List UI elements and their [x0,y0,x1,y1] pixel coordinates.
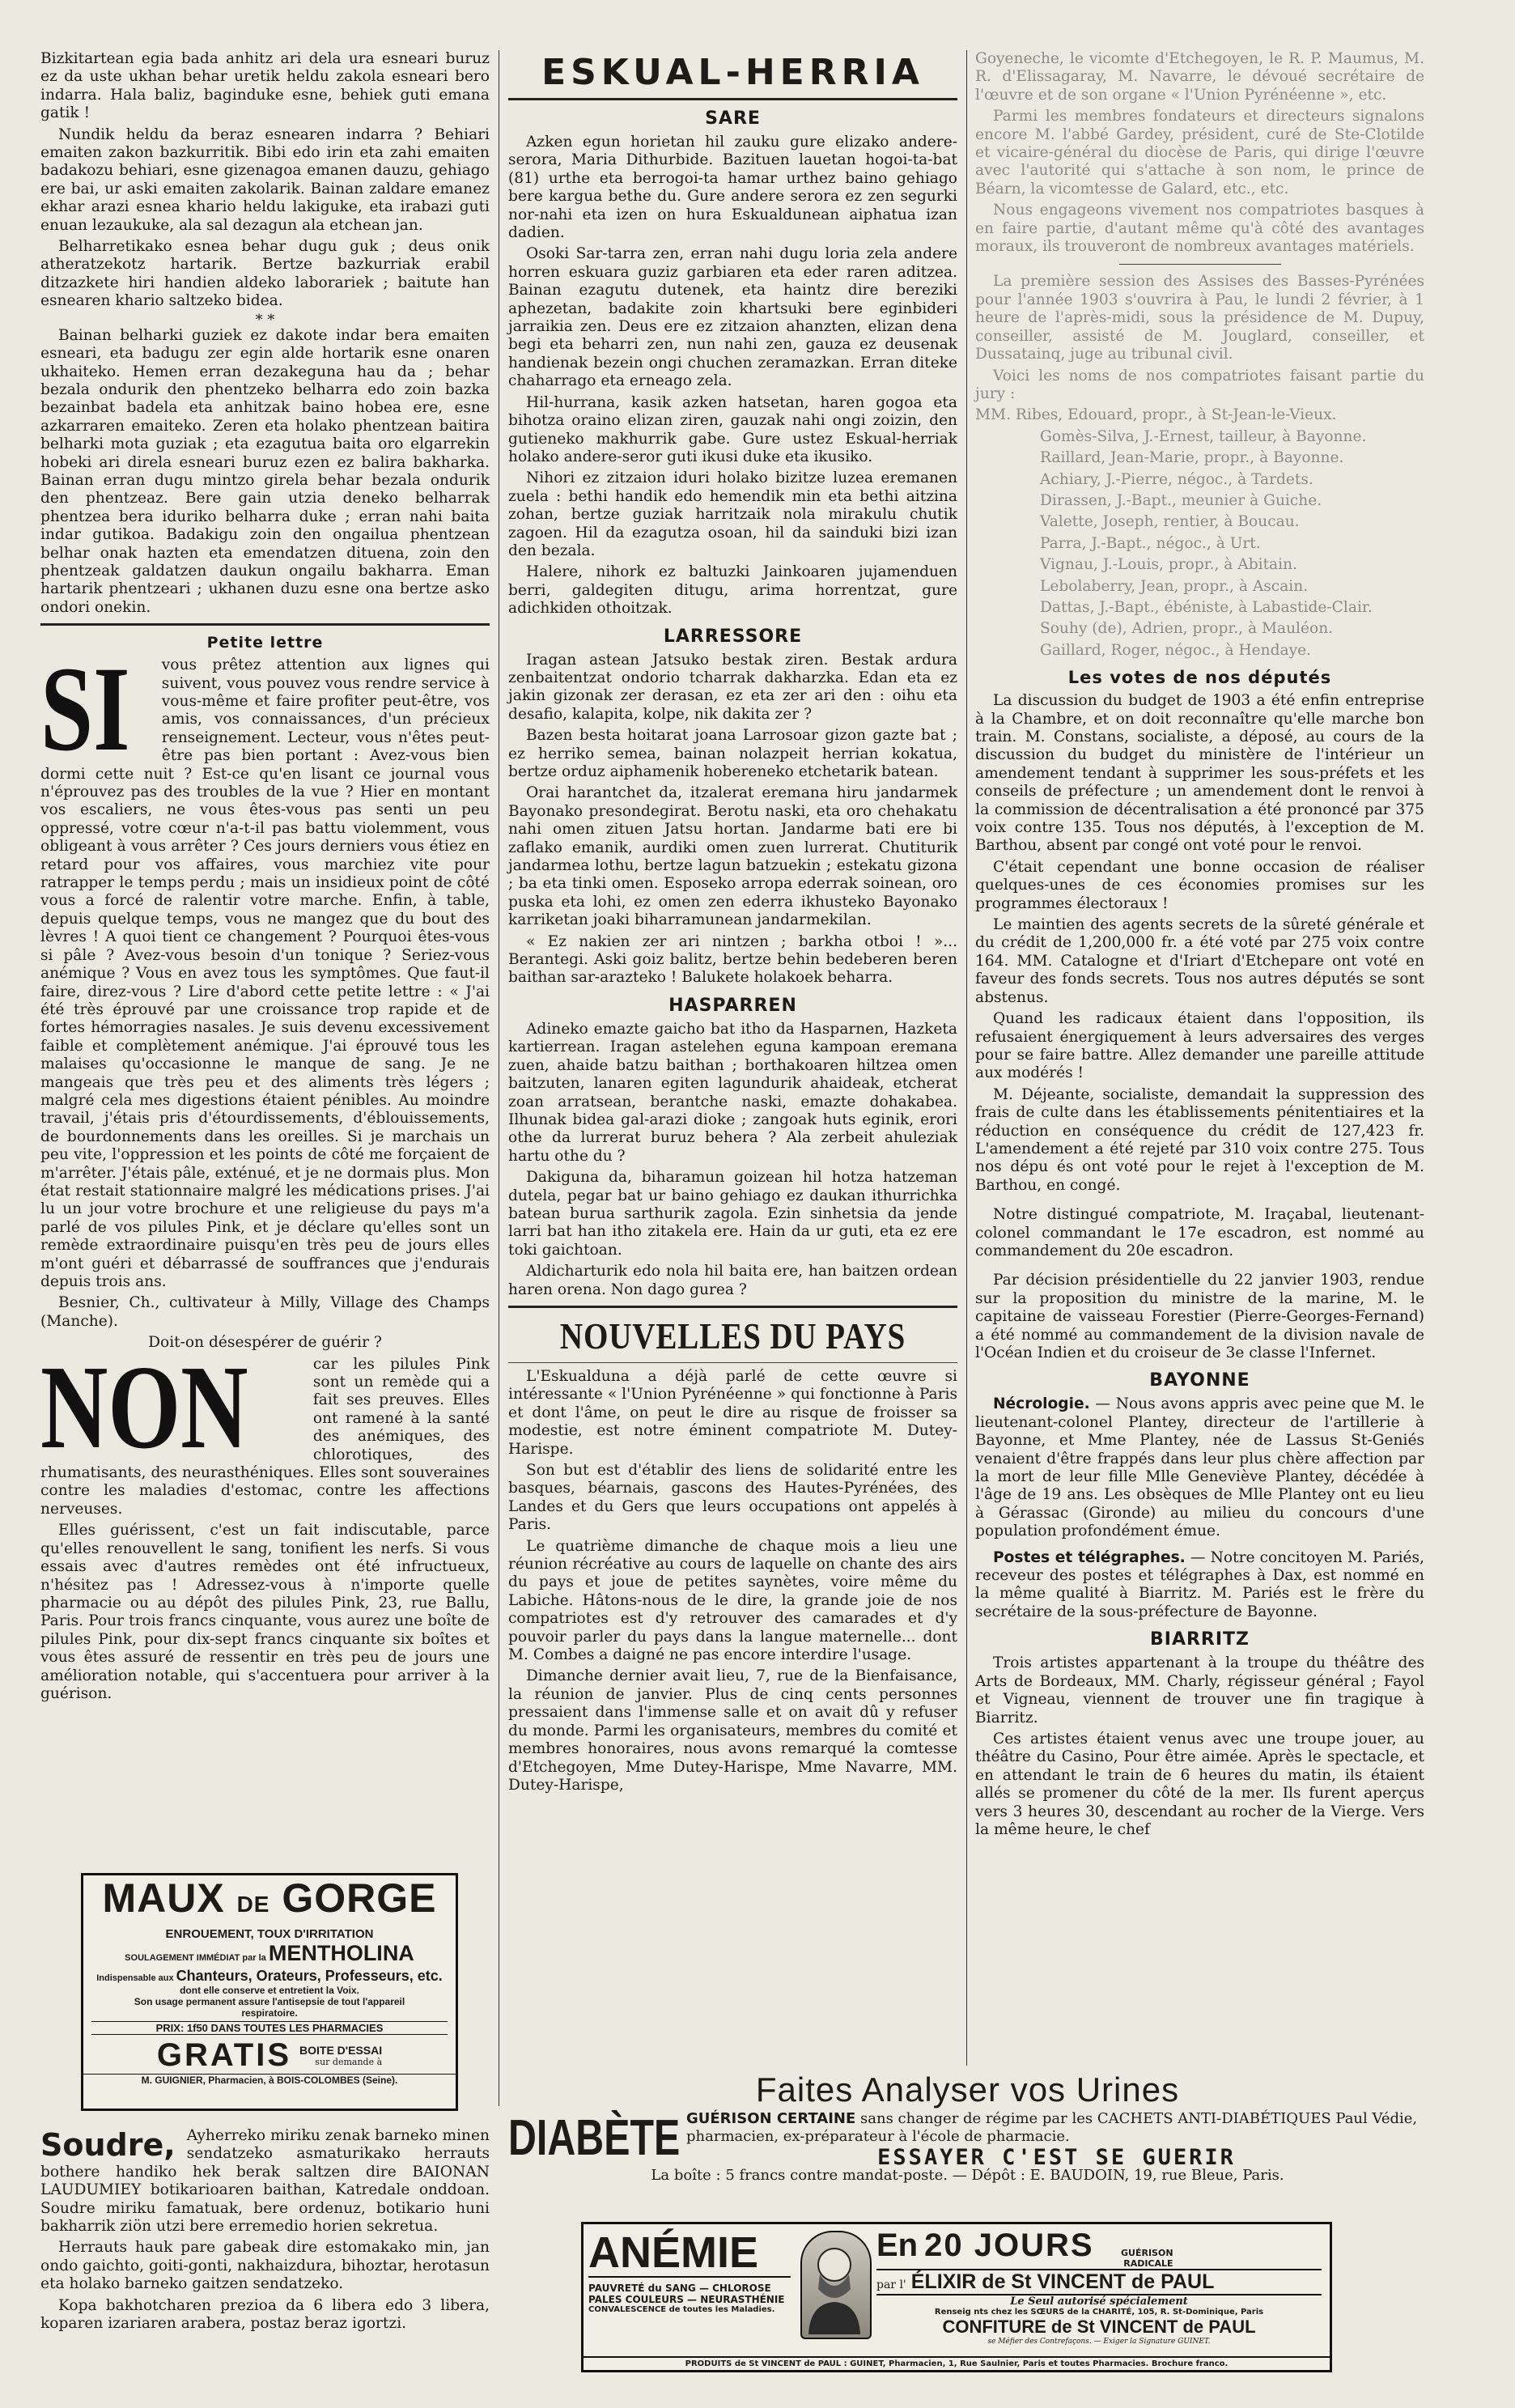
votes-body: C'était cependant une bonne occasion de réaliser quelques-unes de ces économies promises sur les programmes électoraux ! [975,858,1424,912]
non-body: Elles guérissent, c'est un fait indiscutable, parce qu'elles renouvellent le sang, tonifient les nerfs. Si vous essais avec d'autres remèdes ont été infructueux, n'hésitez pas ! Adressez-vous à n'importe quelle pharmacie ou au dépôt des pilules Pink, 23, rue Ballu, Paris. Pour trois francs cinquante, vous aurez une boîte de pilules Pink, pour dix-sept francs cinquante six boîtes et vous êtes assuré de ressentir en très peu de jours une amélioration notable, qui s'accentuera pour arriver à la guérison. [40,1522,490,1702]
soudre-body: Ayherreko miriku zenak barneko minen sendatzeko asmaturikako herrauts bothere handiko hek berak saltzen dire BAIONAN LAUDUMIEY botikarioaren baithan, Katredale onddoan. Soudre miriku famatuak, bere ordenuz, botikario huni bakharrik ziön utzi bere erremedio horien sekretua. [40,2127,490,2236]
ad-gorge-line: Son usage permanent assure l'antisepsie de tout l'appareil respiratoire. [134,1996,405,2019]
hasparren-body: Adineko emazte gaicho bat itho da Hasparnen, Hazketa kartierrean. Iragan astelehen eguna kampoan eremana zuen, ahaide batzu baithan ; borthakoaren hiltzea omen baitzuten, lanaren egiten lagundurik ahaideak, etcherat zoan arratsean, berantche naski, emazte dohakabea. Ilhunak bidea gal-arazi dioke ; zangoak huts eginik, erori othe da lurrerat buruz behera ? Ala zerbeit ahuleziak hartu othe du ? [508,1020,957,1165]
ad-gorge-line [83,1968,456,1985]
ad-anemie-right [876,2228,1322,2346]
section-title-nouvelles: NOUVELLES DU PAYS [559,1314,906,1357]
ad-gorge-word: GORGE [282,1875,437,1921]
assises-body: La première session des Assises des Basses-Pyrénées pour l'année 1903 s'ouvrira à Pau, le lundi 2 février, à 1 heure de l'après-midi, sous la présidence de M. Dupuy, conseiller, assisté de M. Jouglard, conseiller, et Dussatainq, juge au tribunal civil. [975,273,1424,363]
divider [508,1362,957,1363]
ad-urines-diabete: DIABÈTE [508,2110,681,2166]
nouvelles-body: Dimanche dernier avait lieu, 7, rue de la Bienfaisance, la réunion de janvier. Plus de cinq cents personnes pressaient dans l'immense salle et on avait dû y refuser du monde. Parmi les organisateurs, membres du comité et membres honoraires, nous avons remarqué la comtesse d'Etchegoyen, Mme Dutey-Harispe, Mme Navarre, MM. Dutey-Harispe, [508,1667,957,1794]
intro-paragraph: Nundik heldu da beraz esnearen indarra ? Behiari emaiten zakon bazkurritik. Bibi edo irin eta zahi emaiten badakozu behiari, esne gizenagoa emanen dauzu, gehiago ere bai, ur aski emaiten zakolarik. Bainan zaldare emanez ekhar arazi esnea khario heldu lakiguke, eta irabazi guti enuan lezaukuke, ala sal dezagun ala etchean jan. [40,125,490,234]
necrologie-text: — Nous avons appris avec peine que M. le lieutenant-colonel Plantey, directeur de l'artillerie à Bayonne, et Mme Plantey, née de Lassus St-Geniés venaient d'être frappés dans leur plus chère affection par la mort de leur fille Mlle Geneviève Plantey, décédée à l'âge de 19 ans. Les obsèques de Mlle Plantey ont eu lieu à Gérassac (Gironde) au milieu du concours d'une population profondément émue. [975,1395,1424,1540]
divider [508,1306,957,1308]
biarritz-body: Ces artistes étaient venus avec une troupe jouer, au théâtre du Casino, Pour être aimée. Après le spectacle, et en attendant le train de 6 heures du matin, ils étaient allés se promener du côté de la mer. Ils furent aperçus vers 3 heures 30, descendant au rocher de la Vierge. Vers la même heure, le chef [975,1730,1424,1838]
ad-gorge-word: DE [236,1892,270,1917]
ad-anemie-gueri: GUÉRISON RADICALE [1121,2248,1173,2269]
saint-portrait [800,2231,872,2339]
portrait-icon [802,2232,867,2334]
union-body: Nous engageons vivement nos compatriotes basques à en faire partie, d'autant même qu'à côté des avantages moraux, ils trouveront de nombreux avantages matériels. [975,202,1424,256]
ad-anemie-jours: 20 JOURS [924,2228,1094,2263]
ad-gorge-text: sur demande à [315,2057,383,2067]
ad-maux-de-gorge [81,1873,458,2111]
ad-gorge-price: PRIX: 1f50 DANS TOUTES LES PHARMACIES [91,2021,448,2035]
ad-anemie-auto: Le Seul autorisé spécialement [1010,2295,1188,2308]
hasparren-body: Dakiguna da, biharamun goizean hil hotza hatzeman dutela, pegar bat ur baino gehiago ez daukan ithurrichka batean burua sarthurik zagola. Ezin sinhetsia da jende larri bat han itho zitakela ere. Hain da ur guti, eta ez ere toki gaichtoan. [508,1169,957,1259]
ad-gorge-word: MAUX [102,1875,225,1921]
nouvelles-body: Le quatrième dimanche de chaque mois a lieu une réunion récréative au cours de laquelle on chante des airs du pays et joue de petites saynètes, voire même du Labiche. Hâtons-nous de le dire, la grande joie de nos compatriotes est d'y retrouver des camarades et d'y pouvoir parler du pays dans la langue maternelle... dont M. Combes a daigné ne pas encore interdire l'usage. [508,1537,957,1664]
postes-body [975,1549,1424,1622]
ad-anemie-elixir-row [876,2269,1322,2295]
ad-gorge-line: ENROUEMENT, TOUX D'IRRITATION [165,1927,374,1941]
votes-body: M. Déjeante, socialiste, demandait la suppression des frais de culte dans les établissements pénitentiaires et la réduction en conséquence du crédit de 127,423 fr. L'amendement a été rejeté par 310 voix contre 275. Tous nos dépu és ont voté pour le rejet à l'exception de M. Barthou, en congé. [975,1085,1424,1194]
jury-item: Achiary, J.-Pierre, négoc., à Tardets. [1040,470,1313,488]
section-title-votes: Les votes de nos députés [1067,668,1332,688]
jury-item: Gomès-Silva, J.-Ernest, tailleur, à Bayonne. [1040,427,1367,445]
soudre-title: Soudre, [40,2127,176,2163]
separator-stars: * * [255,311,275,329]
ad-anemie-par: par l' [876,2278,906,2291]
question: Doit-on désespérer de guérir ? [148,1334,382,1352]
ad-anemie-elixir: ÉLIXIR de St VINCENT de PAUL [910,2270,1215,2293]
divider [1119,264,1281,265]
drop-cap: SI [40,656,130,777]
ad-anemie-produits: PRODUITS de St VINCENT de PAUL : GUINET, Pharmacien, 1, Rue Saulnier, Paris et toutes Pharmacies. Brochure franco. [584,2356,1330,2368]
jury-item: Gaillard, Roger, négoc., à Hendaye. [1040,641,1312,659]
ad-anemie-line: PAUVRETÉ du SANG — CHLOROSE [588,2283,771,2294]
ad-gorge-brand: MENTHOLINA [268,1941,414,1965]
ad-gorge-maker: M. GUIGNIER, Pharmacien, à BOIS-COLOMBES (Seine). [83,2074,456,2086]
ad-gorge-title [83,1875,456,1927]
jury-item: Lebolaberry, Jean, propr., à Ascain. [1040,577,1309,595]
intro-paragraph: Bainan belharki guziek ez dakote indar bera emaiten esneari, eta badugu zer egin alde hortarik esne onaren ukhaiteko. Hemen erran dezakeguna hau da ; behar bezala ondurik den phentzeko belharra edo zoin bazka bezainbat badela eta anhitzak baino hobea ere, esne azkarraren emaiteko. Zeren eta holako phentzean baitira belharki mota guziak ; eta ezagutua baita oro elgarrekin hobeki ari direla esneari buruz ezen ez balira bakharka. Bainan erran dugu mintzo girela behar bezala ondurik den phentzeaz. Bere gain utzia deneko belharrak phentzea bera iduriko belharra duke ; erran nahi baita indar gutikoa. Badakigu zoin den ongailua phentzean belhar onak hazten eta emendatzen dituena, zoin den phentzeak galdatzen daukun ongailu bakharra. Eman hartarik phentzeari ; ukhanen duzu esne ona bertze asko ondori onekin. [40,326,490,616]
sare-body: Azken egun horietan hil zauku gure elizako andere-serora, Maria Dithurbide. Bazituen lauetan hogoi-ta-bat (81) urthe eta berrogoi-ta hamar urthez baino gehiago bere kargua bethe du. Gure andere serora ez zen segurki nor-nahi eta izen on hura Eskualdunean aiphatua izan dadien. [508,134,957,242]
intro-paragraph: Bizkitartean egia bada anhitz ari dela ura esneari buruz ez da uste ukhan behar uretik heldu zakola esneari bero indarra. Hala baliz, baginduke esne, behiek guti emana gatik ! [40,50,490,122]
ad-urines-text [686,2109,1427,2170]
sare-body: Halere, nihork ez baltuzki Jainkoaren jujamenduen berri, galdegiten ditugu, arima horrentzat, gure adichkiden othoitzak. [508,563,957,618]
necrologie-head: Nécrologie. [993,1395,1090,1413]
ad-urines [508,2070,1427,2212]
larressore-body: Orai harantchet da, itzalerat eremana hiru jandarmek Bayonako presondegirat. Berotu naski, eta oro chehakatu nahi omen zituen Jatsu hortan. Jandarme bati ere bi zaflako emanik, aurdiki omen zuen lurrerat. Chutiturik jandarmea lothu, bertze lagun batzuekin ; estekatu gizona ; ba eta tinki omen. Esposeko arropa ederrak soinean, oro puska eta lohi, ez omen zen ederra ikhusteko Bayonako karriketan joaki biharramunean jandarmekilan. [508,784,957,929]
ad-urines-bold: GUÉRISON CERTAINE [686,2109,856,2127]
signature: Besnier, Ch., cultivateur à Milly, Village des Champs (Manche). [40,1294,490,1330]
ad-urines-row [508,2109,1427,2170]
hasparren-body: Aldicharturik edo nola hil baita ere, han baitzen ordean haren orena. Non dago gurea ? [508,1263,957,1298]
nouvelles-body: Son but est d'établir des liens de solidarité entre les basques, béarnais, gascons des Hautes-Pyrénées, des Landes et du Gers que leurs occupations ont appelés à Paris. [508,1462,957,1534]
ad-gorge-text: BOITE D'ESSAI [299,2044,383,2057]
ad-urines-title: Faites Analyser vos Urines [755,2070,1180,2109]
ad-anemie-line: CONVALESCENCE de toutes les Maladies. [588,2305,775,2314]
necrologie-body [975,1395,1424,1540]
jury-item: Valette, Joseph, rentier, à Boucau. [1040,513,1300,531]
ad-gorge-text: Chanteurs, Orateurs, Professeurs, etc. [176,1968,443,1984]
jury-item: Raillard, Jean-Marie, propr., à Bayonne. [1040,449,1344,467]
intro-paragraph: Belharretikako esnea behar dugu guk ; deus onik atheratzekotz hartarik. Bertze bazkurriak erabil ditzazkete hiri handien aldeko laborariek ; baitute han esnearen khario saltzeko bidea. [40,238,490,310]
column-3 [975,50,1424,1842]
section-title-biarritz: BIARRITZ [1149,1629,1250,1650]
iracabal-body: Notre distingué compatriote, M. Iraçabal, lieutenant-colonel commandant le 17e escadron, est nommé au commandement du 20e escadron. [975,1206,1424,1259]
union-body: Parmi les membres fondateurs et directeurs signalons encore M. l'abbé Gardey, président, curé de Ste-Clotilde et vicaire-général du diocèse de Paris, qui dirige l'œuvre avec l'autorité qui s'attache à son nom, le prince de Béarn, la vicomtesse de Galard, etc., etc. [975,108,1424,197]
column-rule [966,50,967,2066]
union-body: Goyeneche, le vicomte d'Etchegoyen, le R. P. Maumus, M. R. d'Elissagaray, M. Navarre, le dévoué secrétaire de l'œuvre et de son organe « l'Union Pyrénéenne », etc. [975,50,1424,104]
votes-body: Quand les radicaux étaient dans l'opposition, ils refusaient énergiquement à leurs adversaires des verges pour se faire battre. Allez demander une pareille attitude aux modérés ! [975,1010,1424,1082]
postes-head: Postes et télégraphes. [993,1548,1186,1566]
jury-item: Dattas, J.-Bapt., ébéniste, à Labastide-Clair. [1040,598,1373,616]
ad-gorge-gratis: GRATIS [156,2037,292,2073]
sare-body: Osoki Sar-tarra zen, erran nahi dugu loria zela andere horren eskuara guziz garbiaren eta eder raren aditzea. Bainan ezagutu dutenek, eta haintz dire bereziki aphezetan, badakite zoin khartsuki bere eginbideri jarraikia zen. Deus ere ez zitzaion ahanzten, elizan dena begi eta beharri zen, nun nahi zen, gauza ez deusenak handienak bezein ongi chuchen zeramazkan. Erran diteke chaharrago eta erneago zela. [508,245,957,390]
biarritz-body: Trois artistes appartenant à la troupe du théâtre des Arts de Bordeaux, MM. Charly, régisseur général ; Fayol et Vigneau, viennent de trouver une fin tragique à Biarritz. [975,1654,1424,1726]
ad-gorge-line: dont elle conserve et entretient la Voix. [180,1985,359,1996]
jury-item: Souhy (de), Adrien, propr., à Mauléon. [1040,620,1334,638]
non-body: car les pilules Pink sont un remède qui a fait ses preuves. Elles ont ramené à la santé des anémiques, des chlorotiques, des rhumatisants, des neurasthéniques. Elles sont souveraines contre les maladies d'estomac, contre les affections nerveuses. [40,1355,490,1518]
ad-gorge-gratis-side [299,2044,382,2067]
petite-lettre-body: vous prêtez attention aux lignes qui suivent, vous pouvez vous rendre service à vous-même et faire profiter peut-être, vos amis, vos connaissances, d'un précieux renseignement. Lecteur, vous n'êtes peut-être pas bien portant : Avez-vous bien dormi cette nuit ? Est-ce qu'en lisant ce journal vous n'éprouvez pas des troubles de la vue ? Hier en montant vos escaliers, ne vous êtes-vous pas senti un peu oppressé, votre cœur n'a-t-il pas battu violemment, vous obligeant à vous arrêter ? Ces jours derniers vous étiez en retard pour vos affaires, vous marchiez vite pour ratrapper le temps perdu ; mais un insidieux point de côté vous a forcé de ralentir votre marche. Enfin, à table, depuis quelque temps, vous ne mangez que du bout des lèvres ! A quoi tient ce changement ? Pourquoi êtes-vous si pâle ? Avez-vous besoin d'un tonique ? Seriez-vous anémique ? Vous en avez tous les symptômes. Que faut-il faire, direz-vous ? Lire d'abord cette petite lettre : « J'ai été très éprouvé par une croissance trop rapide et de fortes hémorragies nasales. Je suis devenu excessivement faible et complètement anémique. J'ai éprouvé tous les malaises qu'occasionne le manque de sang. Je ne mangeais que très peu et des aliments très légers ; malgré cela mes digestions étaient pénibles. Au moindre travail, j'étais pris d'étourdissements, d'éblouissements, de bourdonnements dans les oreilles. Si je marchais un peu vite, l'oppression et les points de côté me forçaient de m'arrêter. J'étais pâle, exténué, et je ne dormais plus. Mon état restait stationnaire malgré les médications prises. J'ai lu un jour votre brochure et une religieuse du pays m'a parlé de vos pilules Pink, et je déclare qu'elles sont un remède extraordinaire puisqu'en très peu de jours elles m'ont guéri et débarrassé de souffrances que j'endurais depuis trois ans. [40,656,490,1290]
jury-list [975,406,1424,660]
larressore-body: Bazen besta hoitarat joana Larrosoar gizon gazte bat ; ez herriko semea, bainan nolazpeit herrian kokatua, bertze orduz aiphamenik hobereneko etchetarik batean. [508,727,957,780]
ad-anemie-renseign: Renseig nts chez les SŒURS de la CHARITÉ, 105, R. St-Dominique, Paris [934,2308,1264,2317]
ad-gorge-gratis-row [83,2037,456,2074]
ad-anemie-line: PALES COULEURS — NEURASTHÉNIE [588,2294,785,2305]
drop-word: NON [40,1355,248,1474]
masthead: ESKUAL-HERRIA [508,52,957,100]
soudre-body: Herrauts hauk pare gabeak dire estomakako min, jan ondo gaichto, goiti-gonti, nakhaizdura, bihoztar, herotasun eta holako barneko gaitzen sendatzeko. [40,2239,490,2293]
jury-item: Vignau, J.-Louis, propr., à Abitain. [1040,556,1297,574]
ad-anemie [581,2222,1332,2372]
votes-body: Le maintien des agents secrets de la sûreté générale et du crédit de 1,200,000 fr. a été voté par 275 voix contre 164. MM. Catalogne et d'Iriart d'Etchepare ont voté en faveur des fonds secrets. Tous nos autres députés se sont abstenus. [975,916,1424,1006]
ad-anemie-left [588,2229,791,2314]
section-title-sare: SARE [705,108,761,129]
soudre-body: Kopa bakhotcharen prezioa da 6 libera edo 3 libera, koparen izariaren arabera, postaz beraz igortzi. [40,2296,490,2333]
larressore-body: « Ez nakien zer ari nintzen ; barkha otboi ! »... Berantegi. Aski goiz balitz, bertze behin bedeberen beren baithan sar-arazteko ! Balukete holakoek beharra. [508,932,957,987]
column-1 [40,50,490,1706]
larressore-body: Iragan astean Jatsuko bestak ziren. Bestak ardura zenbaitentzat ondorio tcharrak dakharzka. Edan eta ez jakin gizonak zer derasan, ez eta zer ari den : oihu eta desafio, kalapita, kolpe, nik dakita zer ? [508,651,957,723]
sare-body: Hil-hurrana, kasik azken hatsetan, haren gogoa eta bihotza oraino elizan ziren, gauzak nahi ongi zoizin, den gutieneko makhurrik gabe. Gure ustez Eskual-herriak holako andere-seror guti ikusi duke eta ikusiko. [508,393,957,465]
ad-urines-price: La boîte : 5 francs contre mandat-poste. — Dépôt : E. BAUDOIN, 19, rue Bleue, Paris. [651,2167,1284,2184]
nouvelles-body: L'Eskualduna a déjà parlé de cette œuvre si intéressante « l'Union Pyrénéenne » qui fonctionne à Paris et dont l'âme, on peut le dire au risque de froisser sa modestie, est notre éminent compatriote M. Dutey-Harispe. [508,1367,957,1458]
jury-item: MM. Ribes, Edouard, propr., à St-Jean-le-Vieux. [975,406,1337,424]
section-title-hasparren: HASPARREN [668,995,797,1016]
soudre-block [40,2127,490,2336]
ad-anemie-note: se Méfier des Contrefaçons. — Exiger la Signature GUINET. [987,2338,1211,2346]
ad-gorge-text: Indispensable aux [96,1973,174,1983]
divider [40,623,490,626]
section-title-larressore: LARRESSORE [663,626,803,647]
column-2 [508,50,957,1798]
votes-body: La discussion du budget de 1903 a été enfin entreprise à la Chambre, et on doit reconnaître qu'elle marche bon train. M. Constans, socialiste, a déposé, au cours de la discussion du budget du ministère de l'intérieur un amendement tendant à supprimer les sous-préfets et les conseils de préfecture ; un amendement dont le renvoi à la commission de décentralisation a été prononcé par 375 voix contre 135. Tous nos députés, à l'exception de M. Barthou, absent par congé ont voté pour le renvoi. [975,692,1424,855]
assises-body: Voici les noms de nos compatriotes faisant partie du jury : [975,367,1424,402]
ad-urines-copy: sans changer de régime par les CACHETS ANTI-DIABÉTIQUES Paul Védie, pharmacien, ex-préparateur à l'école de pharmacie. [686,2109,1418,2145]
ad-gorge-text: SOULAGEMENT IMMÉDIAT par la [125,1953,266,1963]
section-title-bayonne: BAYONNE [1149,1370,1250,1391]
ad-anemie-row [876,2228,1322,2269]
sare-body: Nihori ez zitzaion iduri holako bizitze luzea eremanen zuela : bethi handik edo hemendik min eta bethi aitzina zohan, bertze guziak harritzaik nola mirakulu chutik zagoen. Hil da ezagutza osoan, hil da sainduki bizi izan den bezala. [508,469,957,559]
ad-gorge-line [83,1941,456,1966]
postes-text: — Notre concitoyen M. Pariés, receveur des postes et télégraphes à Dax, est nommé en la même qualité à Biarritz. M. Pariés est le frère du secrétaire de la sous-préfecture de Bayonne. [975,1548,1424,1620]
ad-urines-slogan: ESSAYER C'EST SE GUERIR [877,2144,1236,2170]
jury-item: Dirassen, J.-Bapt., meunier à Guiche. [1040,491,1322,509]
section-title-petite-lettre: Petite lettre [206,634,324,652]
ad-anemie-en: En [876,2228,919,2263]
ad-anemie-conf: CONFITURE de St VINCENT de PAUL [942,2317,1256,2337]
forestier-body: Par décision présidentielle du 22 janvier 1903, rendue sur la proposition du ministre de la marine, M. le capitaine de vaisseau Forestier (Pierre-Georges-Fernand) a été nommé au commandement de la division navale de l'Océan Indien et du croiseur de 3e classe l'Infernet. [975,1272,1424,1361]
jury-item: Parra, J.-Bapt., négoc., à Urt. [1040,534,1261,552]
ad-anemie-title: ANÉMIE [588,2229,791,2278]
